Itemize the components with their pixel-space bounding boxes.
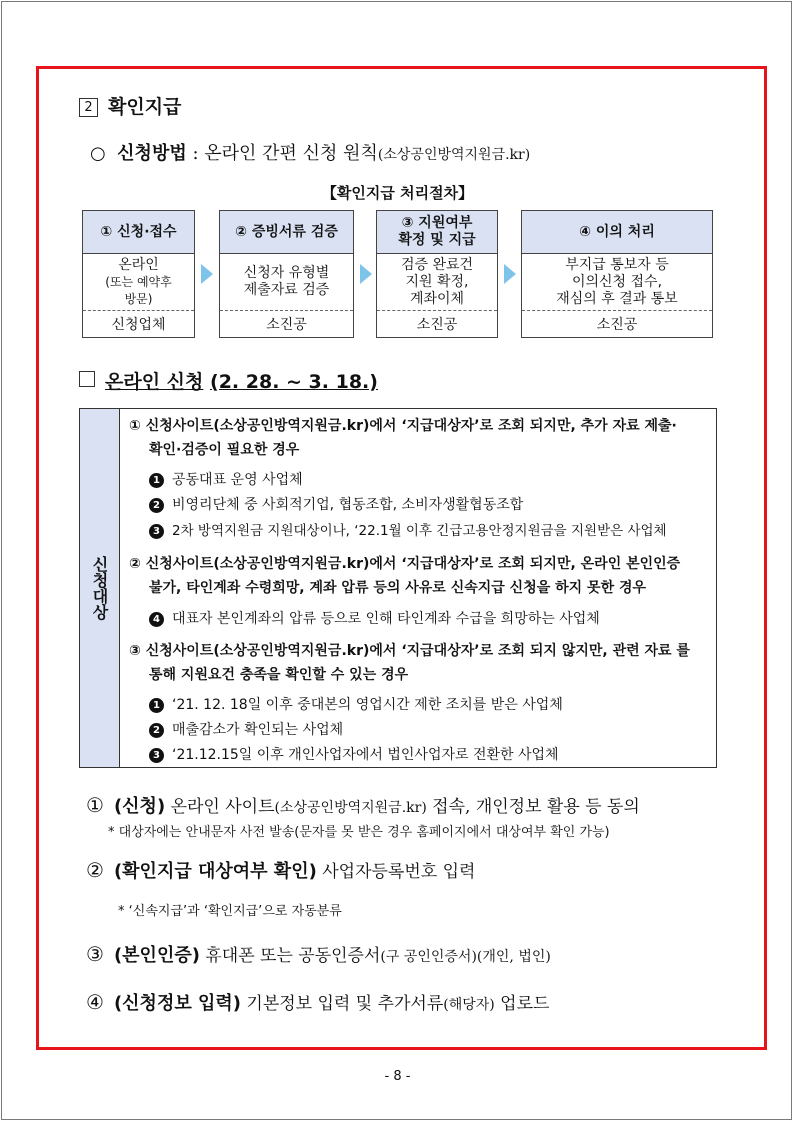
black-circle-number-icon: 3 <box>149 524 164 539</box>
section-title-text: 확인지급 <box>108 96 182 118</box>
process-arrow-icon <box>201 264 213 284</box>
step-label: (신청정보 입력) <box>113 993 241 1014</box>
method-bullet: ○ <box>90 143 106 164</box>
step-text: 업로드 <box>494 994 550 1014</box>
black-circle-number-icon: 3 <box>149 748 164 763</box>
group-3-head: ③ 신청사이트(소상공인방역지원금.kr)에서 ‘지급대상자’로 조회 되지 않지만, 관련 자료 를 <box>129 643 690 659</box>
item-text: 2차 방역지원금 지원대상이나, ‘22.1월 이후 긴급고용안정지원금을 지원받은 사업체 <box>172 523 667 539</box>
application-method <box>90 139 530 165</box>
black-circle-number-icon: 2 <box>149 498 164 513</box>
page-number: - 8 - <box>384 1069 411 1084</box>
group-3-item <box>149 719 343 739</box>
step-number: ③ <box>86 942 104 966</box>
procedure-step-4 <box>86 989 549 1015</box>
targets-side-label <box>80 409 120 767</box>
item-text: ‘21. 12. 18일 이후 중대본의 영업시간 제한 조치를 받은 사업체 <box>172 697 563 713</box>
group-2-head: ② 신청사이트(소상공인방역지원금.kr)에서 ‘지급대상자’로 조회 되지만, 온라인 본인인증 <box>129 556 681 572</box>
step-4-title: ④ 이의 처리 <box>579 223 655 240</box>
group-3-item <box>149 744 559 764</box>
step-text: 온라인 사이트 <box>170 797 275 817</box>
step-4-body-line: 부지급 통보자 등 <box>565 256 669 273</box>
step-text-small: (해당자) <box>443 997 495 1013</box>
step-number: ④ <box>86 990 104 1014</box>
procedure-step-1 <box>86 792 640 818</box>
group-1-item <box>149 519 667 539</box>
step-text: 사업자등록번호 입력 <box>322 862 476 882</box>
item-text: 대표자 본인계좌의 압류 등으로 인해 타인계좌 수급을 희망하는 사업체 <box>172 611 600 627</box>
method-site: (소상공인방역지원금.kr) <box>377 147 531 163</box>
step-2-body-line: 신청자 유형별 <box>243 265 330 281</box>
step-4-body-line: 재심의 후 결과 통보 <box>556 290 678 307</box>
procedure-step-2 <box>86 857 475 883</box>
step-1-body-line: (또는 예약후 <box>105 274 172 289</box>
step-1-body-line: 온라인 <box>118 256 159 273</box>
step-2-head <box>220 211 353 254</box>
process-step-2 <box>219 210 354 338</box>
checkbox-bullet-icon <box>79 371 95 387</box>
step-3-title: 확정 및 지급 <box>398 232 476 248</box>
step-1-owner: 신청업체 <box>111 317 166 333</box>
step-text: 접속, 개인정보 활용 등 동의 <box>426 797 640 817</box>
process-step-1 <box>82 210 195 338</box>
step-3-body <box>377 254 497 311</box>
step-3-body-line: 검증 완료건 <box>400 256 474 273</box>
step-4-head <box>522 211 712 254</box>
step-2-owner: 소진공 <box>266 317 307 333</box>
group-3-head: 통해 지원요건 충족을 확인할 수 있는 경우 <box>149 667 409 683</box>
step-3-body-line: 지원 확정, <box>405 273 469 290</box>
group-1-item <box>149 494 523 514</box>
method-text: : 온라인 간편 신청 원칙 <box>192 143 378 164</box>
step-4-owner: 소진공 <box>596 317 638 333</box>
step-label: (확인지급 대상여부 확인) <box>113 861 317 882</box>
step-3-owner: 소진공 <box>416 317 458 333</box>
step-2-title: ② 증빙서류 검증 <box>235 223 338 240</box>
step-label: (신청) <box>113 796 166 817</box>
group-2-item <box>149 608 600 628</box>
section-title <box>79 92 181 119</box>
black-circle-number-icon: 2 <box>149 723 164 738</box>
step-text-small: (구 공인인증서)(개인, 법인) <box>380 949 551 965</box>
step-text-small: (소상공인방역지원금.kr) <box>274 800 427 816</box>
procedure-step-2-note: * ‘신속지급’과 ‘확인지급’으로 자동분류 <box>118 904 342 919</box>
step-1-body-line: 방문) <box>124 291 153 306</box>
online-application-title <box>79 367 378 394</box>
step-text: 휴대폰 또는 공동인증서 <box>205 946 381 966</box>
black-circle-number-icon: 4 <box>149 612 164 627</box>
targets-side-text: 신청대상 <box>90 556 109 620</box>
step-label: (본인인증) <box>113 945 200 966</box>
step-1-head <box>83 211 194 254</box>
process-title: 【확인지급 처리절차】 <box>321 184 474 202</box>
group-2-head: 불가, 타인계좌 수령희망, 계좌 압류 등의 사유로 신속지급 신청을 하지 못한 경우 <box>149 580 647 596</box>
item-text: 비영리단체 중 사회적기업, 협동조합, 소비자생활협동조합 <box>172 497 524 513</box>
online-period: (2. 28. ~ 3. 18.) <box>210 371 378 393</box>
step-4-body <box>522 254 712 311</box>
group-3-item <box>149 694 563 714</box>
step-1-title: ① 신청·접수 <box>100 223 177 240</box>
process-step-3 <box>376 210 498 338</box>
eligible-targets-box <box>79 408 717 768</box>
online-title-text: 온라인 신청 <box>105 371 204 393</box>
step-3-head <box>377 211 497 254</box>
step-number: ② <box>86 858 104 882</box>
step-number: ① <box>86 793 104 817</box>
group-1-item <box>149 469 303 489</box>
black-circle-number-icon: 1 <box>149 473 164 488</box>
group-1-head: 확인·검증이 필요한 경우 <box>149 442 300 458</box>
step-4-body-line: 이의신청 접수, <box>571 273 663 290</box>
process-step-4 <box>521 210 713 338</box>
item-text: ‘21.12.15일 이후 개인사업자에서 법인사업자로 전환한 사업체 <box>172 747 559 763</box>
step-3-body-line: 계좌이체 <box>409 290 465 307</box>
section-number-box: 2 <box>79 98 98 117</box>
item-text: 공동대표 운영 사업체 <box>172 472 303 488</box>
step-1-body <box>83 254 194 311</box>
process-arrow-icon <box>504 264 516 284</box>
group-1-head: ① 신청사이트(소상공인방역지원금.kr)에서 ‘지급대상자’로 조회 되지만, 추가 자료 제출· <box>129 418 677 434</box>
step-2-body <box>220 254 353 311</box>
step-2-body-line: 제출자료 검증 <box>243 282 330 298</box>
method-label: 신청방법 <box>117 143 187 164</box>
black-circle-number-icon: 1 <box>149 698 164 713</box>
process-arrow-icon <box>360 264 372 284</box>
procedure-step-1-note: * 대상자에는 안내문자 사전 발송(문자를 못 받은 경우 홈페이지에서 대상여부 확인 가능) <box>108 825 610 840</box>
step-text: 기본정보 입력 및 추가서류 <box>246 994 444 1014</box>
step-3-title: ③ 지원여부 <box>401 215 473 231</box>
item-text: 매출감소가 확인되는 사업체 <box>172 722 344 738</box>
procedure-step-3 <box>86 941 551 967</box>
